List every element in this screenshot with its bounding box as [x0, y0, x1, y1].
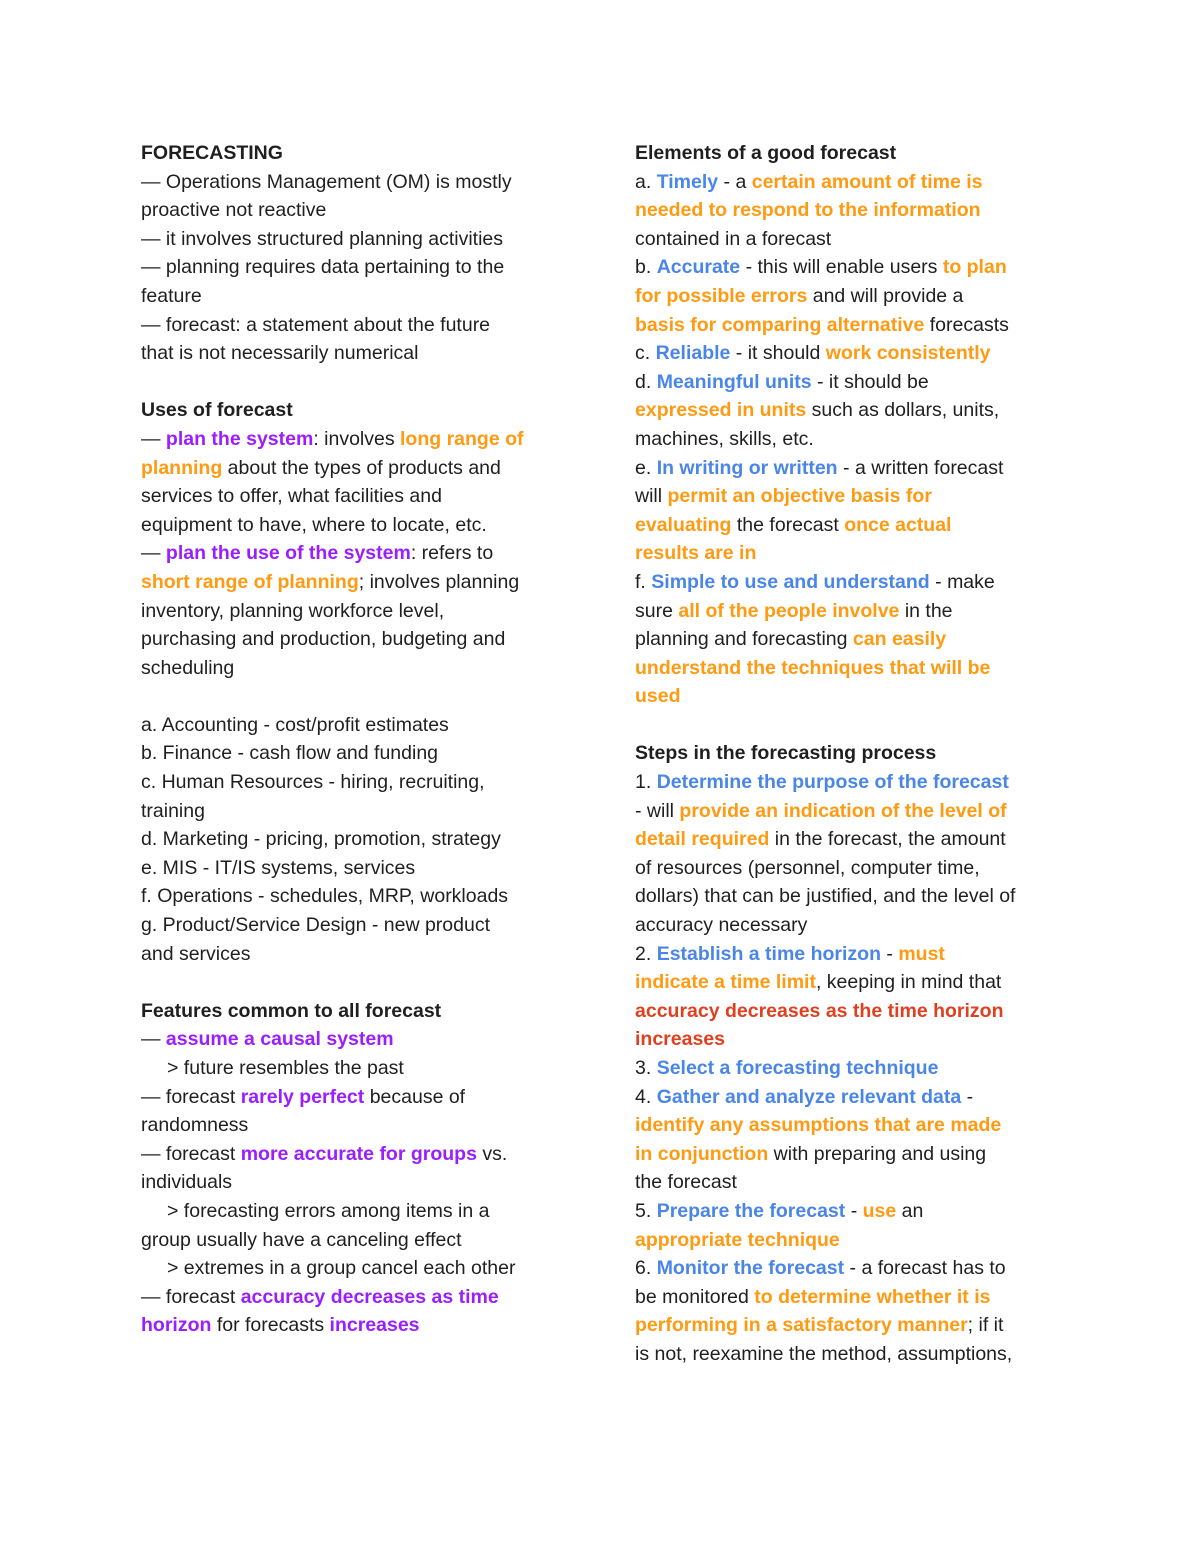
text-span: such as dollars, units, — [806, 399, 1000, 422]
highlight-orange: long range of — [400, 427, 524, 450]
text-line: feature — [141, 284, 202, 307]
text-span: - make — [929, 570, 995, 593]
spacer — [141, 968, 581, 997]
text-span: 3. — [635, 1057, 657, 1079]
highlight-blue: Select a forecasting technique — [656, 1057, 939, 1079]
text-span: 1. — [635, 771, 657, 794]
highlight-orange: understand the techniques that will be — [635, 656, 991, 679]
text-line — [141, 1083, 581, 1112]
highlight-blue: Determine the purpose of the forecast — [656, 771, 1009, 794]
text-line: — it involves structured planning activities — [141, 227, 503, 250]
text-line — [635, 797, 1065, 826]
text-span: 5. — [635, 1199, 657, 1222]
left-column — [141, 139, 581, 1340]
highlight-orange: once actual — [844, 513, 952, 536]
highlight-blue: Establish a time horizon — [656, 942, 881, 965]
text-span: : refers to — [410, 542, 494, 565]
text-line — [141, 1025, 581, 1054]
text-line: > forecasting errors among items in a — [167, 1199, 490, 1222]
highlight-blue: Accurate — [656, 256, 741, 279]
text-span: for forecasts — [211, 1314, 330, 1337]
text-line — [635, 454, 1065, 483]
text-line — [635, 1254, 1065, 1283]
text-line — [635, 311, 1065, 340]
highlight-orange: in conjunction — [635, 1142, 769, 1165]
text-line — [635, 1311, 1065, 1340]
highlight-blue: Gather and analyze relevant data — [656, 1085, 962, 1108]
list-item: b. Finance - cash flow and funding — [141, 742, 439, 765]
highlight-blue: Timely — [656, 170, 719, 193]
section-uses — [141, 396, 581, 968]
text-span: — — [141, 542, 166, 565]
text-span: in the forecast, the amount — [769, 828, 1006, 851]
highlight-orange: can easily — [852, 628, 947, 651]
text-span: — — [141, 1028, 166, 1051]
highlight-purple: accuracy decreases as time — [240, 1285, 499, 1308]
text-line — [141, 1283, 581, 1312]
text-span: - it should — [730, 342, 826, 365]
highlight-orange: provide an indication of the level of — [679, 799, 1007, 822]
text-line — [635, 339, 1065, 368]
text-span: ; if it — [967, 1314, 1004, 1337]
text-span: the forecast — [731, 513, 845, 536]
highlight-purple: horizon — [141, 1314, 212, 1337]
text-span: b. — [635, 256, 657, 279]
section-steps — [635, 739, 1065, 1368]
text-line: > extremes in a group cancel each other — [167, 1257, 516, 1280]
text-line: proactive not reactive — [141, 199, 327, 222]
text-line — [635, 282, 1065, 311]
highlight-orange: detail required — [635, 828, 770, 851]
highlight-orange: short range of planning — [141, 570, 359, 593]
text-span: a. — [635, 170, 657, 193]
text-span: - a — [718, 170, 752, 193]
text-line: dollars) that can be justified, and the level of — [635, 885, 1016, 908]
spacer — [141, 368, 581, 397]
highlight-orange: identify any assumptions that are made — [635, 1114, 1002, 1137]
text-line: equipment to have, where to locate, etc. — [141, 513, 487, 536]
text-span: d. — [635, 370, 657, 393]
section-title-features: Features common to all forecast — [141, 999, 442, 1022]
text-span: will — [635, 485, 668, 508]
highlight-orange: indicate a time limit — [635, 971, 816, 994]
text-line: that is not necessarily numerical — [141, 342, 419, 365]
spacer — [141, 682, 581, 711]
highlight-blue: Simple to use and understand — [651, 570, 930, 593]
text-span: ; involves planning — [358, 570, 520, 593]
text-span: - will — [635, 799, 680, 822]
text-line — [635, 511, 1065, 540]
section-title-elements: Elements of a good forecast — [635, 142, 897, 164]
text-line — [635, 940, 1065, 969]
text-line — [635, 1140, 1065, 1169]
highlight-blue: Meaningful units — [656, 370, 812, 393]
text-span: - — [880, 942, 899, 965]
text-line: individuals — [141, 1171, 233, 1194]
highlight-blue: In writing or written — [656, 456, 838, 479]
highlight-orange: certain amount of time is — [751, 170, 983, 193]
section-features — [141, 997, 581, 1340]
text-line: machines, skills, etc. — [635, 427, 814, 450]
section-elements — [635, 139, 1065, 711]
highlight-orange: appropriate technique — [635, 1228, 840, 1251]
highlight-purple: plan the use of the system — [165, 542, 411, 565]
section-title-steps: Steps in the forecasting process — [635, 742, 937, 765]
highlight-orange: performing in a satisfactory manner — [635, 1314, 968, 1337]
text-span: c. — [635, 342, 656, 365]
highlight-orange: to plan — [942, 256, 1007, 279]
right-column — [635, 139, 1065, 1369]
text-line — [635, 1083, 1065, 1112]
highlight-orange: must — [898, 942, 945, 965]
highlight-orange: basis for comparing alternative — [635, 313, 925, 336]
highlight-orange: use — [862, 1199, 897, 1222]
highlight-orange: for possible errors — [635, 284, 808, 307]
text-span: in the — [899, 599, 953, 622]
highlight-purple: plan the system — [165, 427, 314, 450]
highlight-orange: permit an objective basis for — [667, 485, 932, 508]
highlight-orange: to determine whether it is — [754, 1285, 991, 1308]
highlight-blue: Reliable — [655, 342, 731, 365]
text-span: e. — [635, 456, 657, 479]
list-item: and services — [141, 942, 251, 965]
section-title-uses: Uses of forecast — [141, 399, 293, 422]
highlight-red: increases — [635, 1028, 725, 1051]
highlight-orange: planning — [141, 456, 223, 479]
list-item: g. Product/Service Design - new product — [141, 914, 491, 937]
text-line: > future resembles the past — [167, 1057, 404, 1079]
text-span: - this will enable users — [740, 256, 943, 279]
text-span: , keeping in mind that — [815, 971, 1002, 994]
text-span: about the types of products and — [222, 456, 501, 479]
text-line: — forecast: a statement about the future — [141, 313, 491, 336]
text-line: is not, reexamine the method, assumptions, — [635, 1342, 1013, 1365]
section-forecasting — [141, 139, 581, 368]
highlight-purple: increases — [329, 1314, 420, 1337]
list-item: e. MIS - IT/IS systems, services — [141, 856, 416, 879]
text-span: planning and forecasting — [635, 628, 853, 651]
text-line: — Operations Management (OM) is mostly — [141, 170, 512, 193]
text-line — [141, 1311, 581, 1340]
text-line — [635, 1054, 1065, 1083]
text-line: — planning requires data pertaining to the — [141, 256, 505, 279]
list-item: a. Accounting - cost/profit estimates — [141, 713, 449, 736]
text-span: an — [896, 1199, 924, 1222]
highlight-orange: evaluating — [635, 513, 732, 536]
text-line: scheduling — [141, 656, 235, 679]
text-line: inventory, planning workforce level, — [141, 599, 445, 622]
text-span: — forecast — [141, 1085, 241, 1108]
text-span: sure — [635, 599, 679, 622]
text-span: vs. — [476, 1142, 508, 1165]
highlight-orange: results are in — [635, 542, 757, 565]
highlight-purple: assume a causal system — [165, 1028, 394, 1051]
text-span: forecasts — [924, 313, 1009, 336]
text-span: be monitored — [635, 1285, 755, 1308]
text-span: — forecast — [141, 1142, 241, 1165]
text-line — [141, 539, 581, 568]
text-line — [635, 597, 1065, 626]
highlight-red: accuracy decreases as the time horizon — [635, 999, 1004, 1022]
text-span: - — [961, 1085, 974, 1108]
spacer — [635, 711, 1065, 740]
highlight-blue: Monitor the forecast — [656, 1257, 845, 1280]
list-item: c. Human Resources - hiring, recruiting, — [141, 771, 485, 794]
highlight-blue: Prepare the forecast — [656, 1199, 846, 1222]
highlight-orange: used — [635, 685, 681, 708]
highlight-orange: expressed in units — [635, 399, 807, 422]
text-span: because of — [364, 1085, 466, 1108]
text-line: purchasing and production, budgeting and — [141, 628, 506, 651]
text-span: - a forecast has to — [844, 1257, 1006, 1280]
text-line — [635, 968, 1065, 997]
text-span: and will provide a — [807, 284, 964, 307]
text-span: - it should be — [811, 370, 929, 393]
text-line — [635, 768, 1065, 797]
text-span: - — [845, 1199, 863, 1222]
list-item: training — [141, 799, 205, 822]
text-span: - a written forecast — [837, 456, 1004, 479]
list-item: f. Operations - schedules, MRP, workloads — [141, 885, 509, 908]
text-line — [635, 1197, 1065, 1226]
text-span: — forecast — [141, 1285, 241, 1308]
text-line — [141, 1140, 581, 1169]
text-line — [635, 1283, 1065, 1312]
text-line: accuracy necessary — [635, 914, 808, 937]
text-line — [635, 253, 1065, 282]
highlight-orange: needed to respond to the information — [635, 199, 981, 222]
list-item: d. Marketing - pricing, promotion, strategy — [141, 828, 501, 851]
text-line — [141, 454, 581, 483]
text-span: — — [141, 427, 166, 450]
text-line — [635, 168, 1065, 197]
text-line — [635, 482, 1065, 511]
text-span: with preparing and using — [768, 1142, 987, 1165]
text-span: f. — [635, 570, 652, 593]
text-line: services to offer, what facilities and — [141, 485, 442, 508]
text-span: 4. — [635, 1085, 657, 1108]
text-line: of resources (personnel, computer time, — [635, 856, 980, 879]
section-title-forecasting: FORECASTING — [141, 142, 283, 164]
text-span: 6. — [635, 1257, 657, 1280]
highlight-orange: work consistently — [825, 342, 991, 365]
text-line — [635, 368, 1065, 397]
highlight-orange: all of the people involve — [678, 599, 900, 622]
text-line — [141, 425, 581, 454]
text-line: group usually have a canceling effect — [141, 1228, 462, 1251]
text-line — [635, 825, 1065, 854]
text-span: : involves — [313, 427, 401, 450]
text-line — [635, 568, 1065, 597]
text-line: the forecast — [635, 1171, 737, 1194]
text-line: randomness — [141, 1114, 249, 1137]
highlight-purple: more accurate for groups — [240, 1142, 477, 1165]
text-line — [635, 625, 1065, 654]
text-line — [635, 396, 1065, 425]
text-span: 2. — [635, 942, 657, 965]
highlight-purple: rarely perfect — [240, 1085, 365, 1108]
text-line — [141, 568, 581, 597]
text-line: contained in a forecast — [635, 227, 832, 250]
